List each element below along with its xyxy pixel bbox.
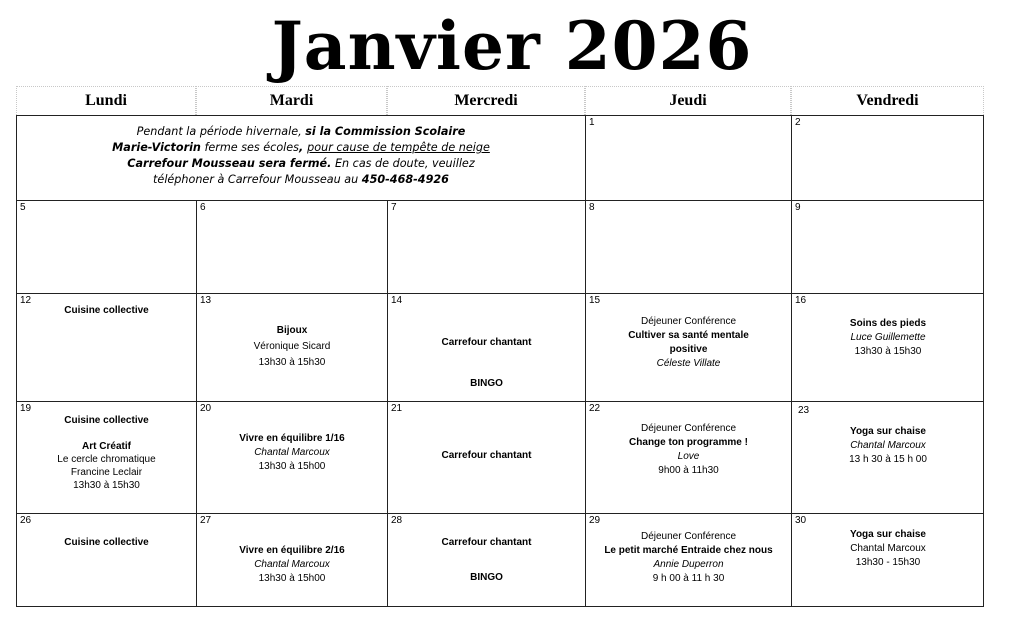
activity-title: Art Créatif <box>82 441 131 452</box>
activity-title: Vivre en équilibre 1/16 <box>239 433 345 444</box>
activity-title: Carrefour chantant <box>441 450 532 461</box>
activity-presenter: Véronique Sicard <box>253 341 331 352</box>
activity-time: 13 h 30 à 15 h 00 <box>849 454 927 465</box>
day-number: 7 <box>391 202 397 213</box>
day-number: 30 <box>795 515 807 526</box>
day-cell-30 <box>791 513 984 606</box>
activity-title: Cultiver sa santé mentale <box>628 330 749 341</box>
activity-title: Carrefour chantant <box>441 337 532 348</box>
day-cell-6 <box>196 200 387 293</box>
activity-presenter: Annie Duperron <box>653 559 724 570</box>
notice-text: téléphoner à Carrefour Mousseau au <box>153 173 362 186</box>
activity-presenter: Chantal Marcoux <box>850 543 926 554</box>
day-cell-14 <box>387 293 585 401</box>
notice-text-bold: , <box>299 141 308 154</box>
activity-title: Cuisine collective <box>64 537 149 548</box>
day-cell-28 <box>387 513 585 606</box>
activity-presenter: Chantal Marcoux <box>254 559 330 570</box>
grid-bottom-border <box>16 606 984 607</box>
day-cell-19 <box>16 401 196 513</box>
activity-time: 13h30 à 15h30 <box>258 357 326 368</box>
activity-time: 13h30 à 15h00 <box>258 573 326 584</box>
activity-type: Déjeuner Conférence <box>640 316 737 327</box>
day-number: 15 <box>589 295 601 306</box>
notice-text-bold: Carrefour Mousseau sera fermé. <box>127 157 332 170</box>
day-cell-26 <box>16 513 196 606</box>
day-number: 1 <box>589 117 595 128</box>
day-number: 9 <box>795 202 801 213</box>
notice-cell <box>16 115 585 200</box>
notice-text-underlined: pour cause de tempête de neige <box>307 141 490 154</box>
phone-number: 450-468-4926 <box>361 173 449 186</box>
activity-type: Déjeuner Conférence <box>640 423 737 434</box>
activity-title: positive <box>669 344 708 355</box>
day-cell-22 <box>585 401 791 513</box>
day-cell-16 <box>791 293 984 401</box>
activity-title: Cuisine collective <box>64 415 149 426</box>
day-cell-29 <box>585 513 791 606</box>
day-number: 21 <box>391 403 403 414</box>
header-lundi: Lundi <box>16 86 196 115</box>
activity-title: BINGO <box>470 378 503 389</box>
activity-title: Le petit marché Entraide chez nous <box>604 545 773 556</box>
day-number: 6 <box>200 202 206 213</box>
day-number: 22 <box>589 403 601 414</box>
day-number: 28 <box>391 515 403 526</box>
day-number: 27 <box>200 515 212 526</box>
activity-subtitle: Le cercle chromatique <box>57 454 156 465</box>
day-number: 20 <box>200 403 212 414</box>
header-mercredi: Mercredi <box>387 86 585 115</box>
day-number: 23 <box>798 405 810 416</box>
header-jeudi: Jeudi <box>585 86 791 115</box>
activity-title: Carrefour chantant <box>441 537 532 548</box>
day-cell-5 <box>16 200 196 293</box>
activity-presenter: Chantal Marcoux <box>850 440 926 451</box>
notice-text: ferme ses écoles <box>200 141 299 154</box>
day-cell-1 <box>585 115 791 200</box>
notice-text-bold: si la Commission Scolaire <box>305 125 466 138</box>
day-cell-13 <box>196 293 387 401</box>
snow-closure-notice <box>17 124 585 188</box>
activity-title: Vivre en équilibre 2/16 <box>239 545 345 556</box>
day-cell-23 <box>791 401 984 513</box>
notice-text: Pendant la période hivernale, <box>136 125 306 138</box>
day-cell-15 <box>585 293 791 401</box>
grid-right-border <box>983 115 984 607</box>
activity-type: Déjeuner Conférence <box>640 531 737 542</box>
activity-title: Bijoux <box>276 325 308 336</box>
day-cell-9 <box>791 200 984 293</box>
day-number: 8 <box>589 202 595 213</box>
activity-presenter: Francine Leclair <box>70 467 143 478</box>
notice-text-bold: Marie-Victorin <box>112 141 201 154</box>
activity-title: BINGO <box>470 572 503 583</box>
day-cell-7 <box>387 200 585 293</box>
day-cell-8 <box>585 200 791 293</box>
day-cell-27 <box>196 513 387 606</box>
activity-title: Yoga sur chaise <box>850 529 926 540</box>
activity-title: Cuisine collective <box>64 305 149 316</box>
day-number: 19 <box>20 403 32 414</box>
activity-presenter: Chantal Marcoux <box>254 447 330 458</box>
day-number: 26 <box>20 515 32 526</box>
day-number: 14 <box>391 295 403 306</box>
activity-presenter: Céleste Villate <box>656 358 721 369</box>
activity-time: 9h00 à 11h30 <box>658 465 719 476</box>
header-vendredi: Vendredi <box>791 86 984 115</box>
day-cell-12 <box>16 293 196 401</box>
header-mardi: Mardi <box>196 86 387 115</box>
activity-time: 13h30 à 15h30 <box>854 346 922 357</box>
day-number: 29 <box>589 515 601 526</box>
activity-presenter: Luce Guillemette <box>850 332 926 343</box>
activity-time: 13h30 - 15h30 <box>855 557 921 568</box>
activity-time: 9 h 00 à 11 h 30 <box>652 573 725 584</box>
activity-title: Soins des pieds <box>849 318 927 329</box>
page-title: Janvier 2026 <box>271 7 753 85</box>
day-cell-21 <box>387 401 585 513</box>
activity-time: 13h30 à 15h30 <box>73 480 140 491</box>
activity-title: Change ton programme ! <box>629 437 748 448</box>
day-number: 16 <box>795 295 807 306</box>
activity-title: Yoga sur chaise <box>850 426 926 437</box>
activity-time: 13h30 à 15h00 <box>258 461 326 472</box>
notice-text: En cas de doute, veuillez <box>331 157 475 170</box>
activity-presenter: Love <box>677 451 700 462</box>
day-number: 12 <box>20 295 32 306</box>
day-number: 5 <box>20 202 26 213</box>
day-number: 13 <box>200 295 212 306</box>
day-cell-20 <box>196 401 387 513</box>
day-cell-2 <box>791 115 984 200</box>
day-number: 2 <box>795 117 801 128</box>
